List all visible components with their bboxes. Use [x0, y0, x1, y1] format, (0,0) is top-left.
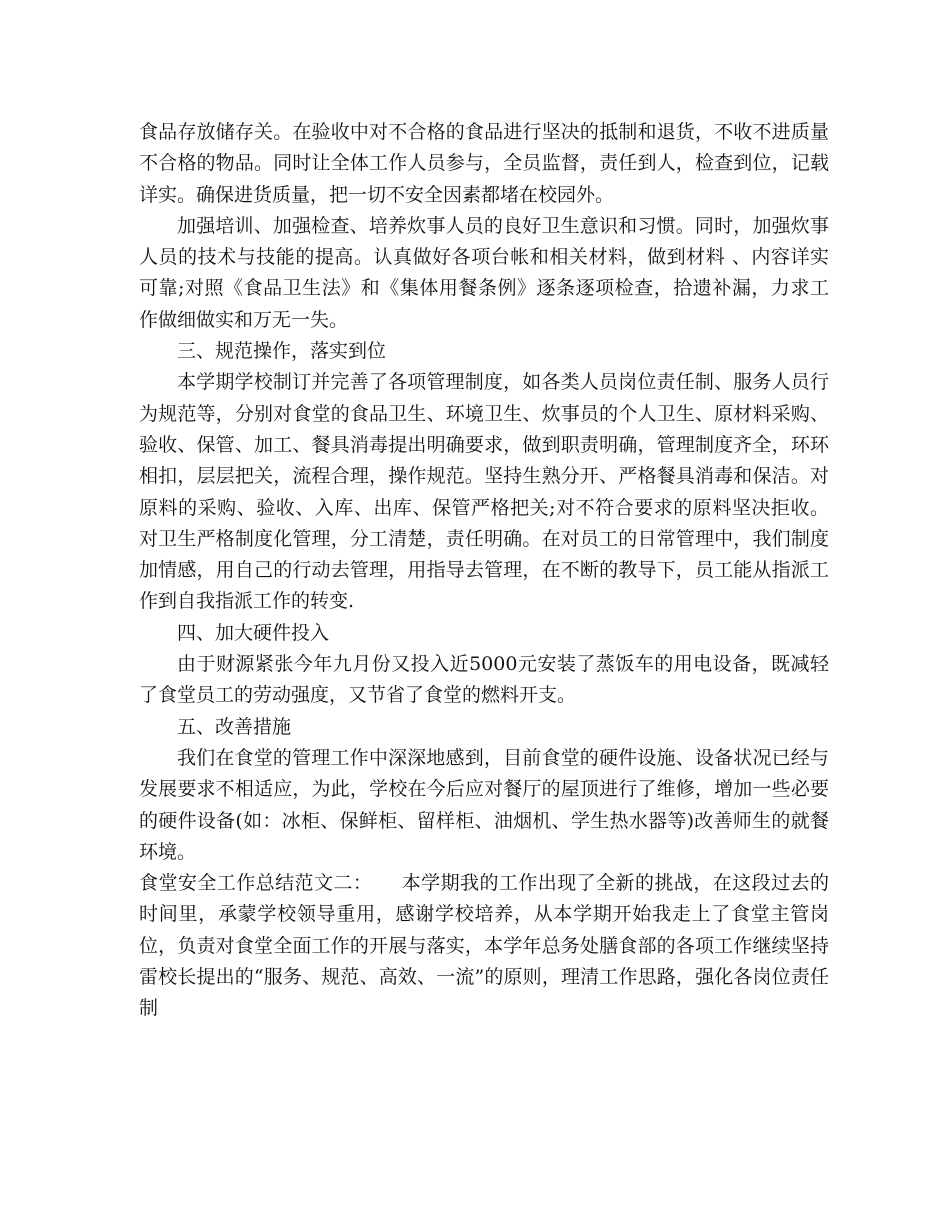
paragraph-sample-two: 食堂安全工作总结范文二： 本学期我的工作出现了全新的挑战，在这段过去的时间里，承蒙学校领导重用，感谢学校培养，从本学期开始我走上了食堂主管岗位，负责对食堂全面工作的开展与落实，本学年总务处膳食部的各项工作继续坚持雷校长提出的“服务、规范、高效、一流”的原则，理清工作思路，强化各岗位责任制 — [139, 872, 829, 1020]
paragraph-hardware-investment: 由于财源紧张今年九月份又投入近5000元安装了蒸饭车的用电设备，既减轻了食堂员工的劳动强度，又节省了食堂的燃料开支。 — [139, 653, 829, 707]
document-body — [139, 117, 829, 1025]
paragraph-management-rules: 本学期学校制订并完善了各项管理制度，如各类人员岗位责任制、服务人员行为规范等，分别对食堂的食品卫生、环境卫生、炊事员的个人卫生、原材料采购、验收、保管、加工、餐具消毒提出明确要求，做到职责明确，管理制度齐全，环环相扣，层层把关，流程合理，操作规范。坚持生熟分开、严格餐具消毒和保洁。对原料的采购、验收、入库、出库、保管严格把关;对不符合要求的原料坚决拒收。对卫生严格制度化管理，分工清楚，责任明确。在对员工的日常管理中，我们制度加情感，用自己的行动去管理，用指导去管理，在不断的教导下，员工能从指派工作到自我指派工作的转变. — [139, 371, 829, 613]
section-heading-5: 五、改善措施 — [177, 715, 292, 738]
section-heading-4: 四、加大硬件投入 — [177, 621, 330, 644]
paragraph-training: 加强培训、加强检查、培养炊事人员的良好卫生意识和习惯。同时，加强炊事人员的技术与技能的提高。认真做好各项台帐和相关材料，做到材料 、内容详实可靠;对照《食品卫生法》和《集体用餐条例》逐条逐项检查，拾遗补漏，力求工作做细做实和万无一失。 — [139, 214, 829, 331]
paragraph-improvement: 我们在食堂的管理工作中深深地感到，目前食堂的硬件设施、设备状况已经与发展要求不相适应，为此，学校在今后应对餐厅的屋顶进行了维修，增加一些必要的硬件设备(如：冰柜、保鲜柜、留样柜、油烟机、学生热水器等)改善师生的就餐环境。 — [139, 746, 829, 863]
paragraph-storage-check: 食品存放储存关。在验收中对不合格的食品进行坚决的抵制和退货，不收不进质量不合格的物品。同时让全体工作人员参与，全员监督，责任到人，检查到位，记载详实。确保进货质量，把一切不安全因素都堵在校园外。 — [139, 121, 829, 206]
section-heading-3: 三、规范操作，落实到位 — [177, 340, 387, 363]
